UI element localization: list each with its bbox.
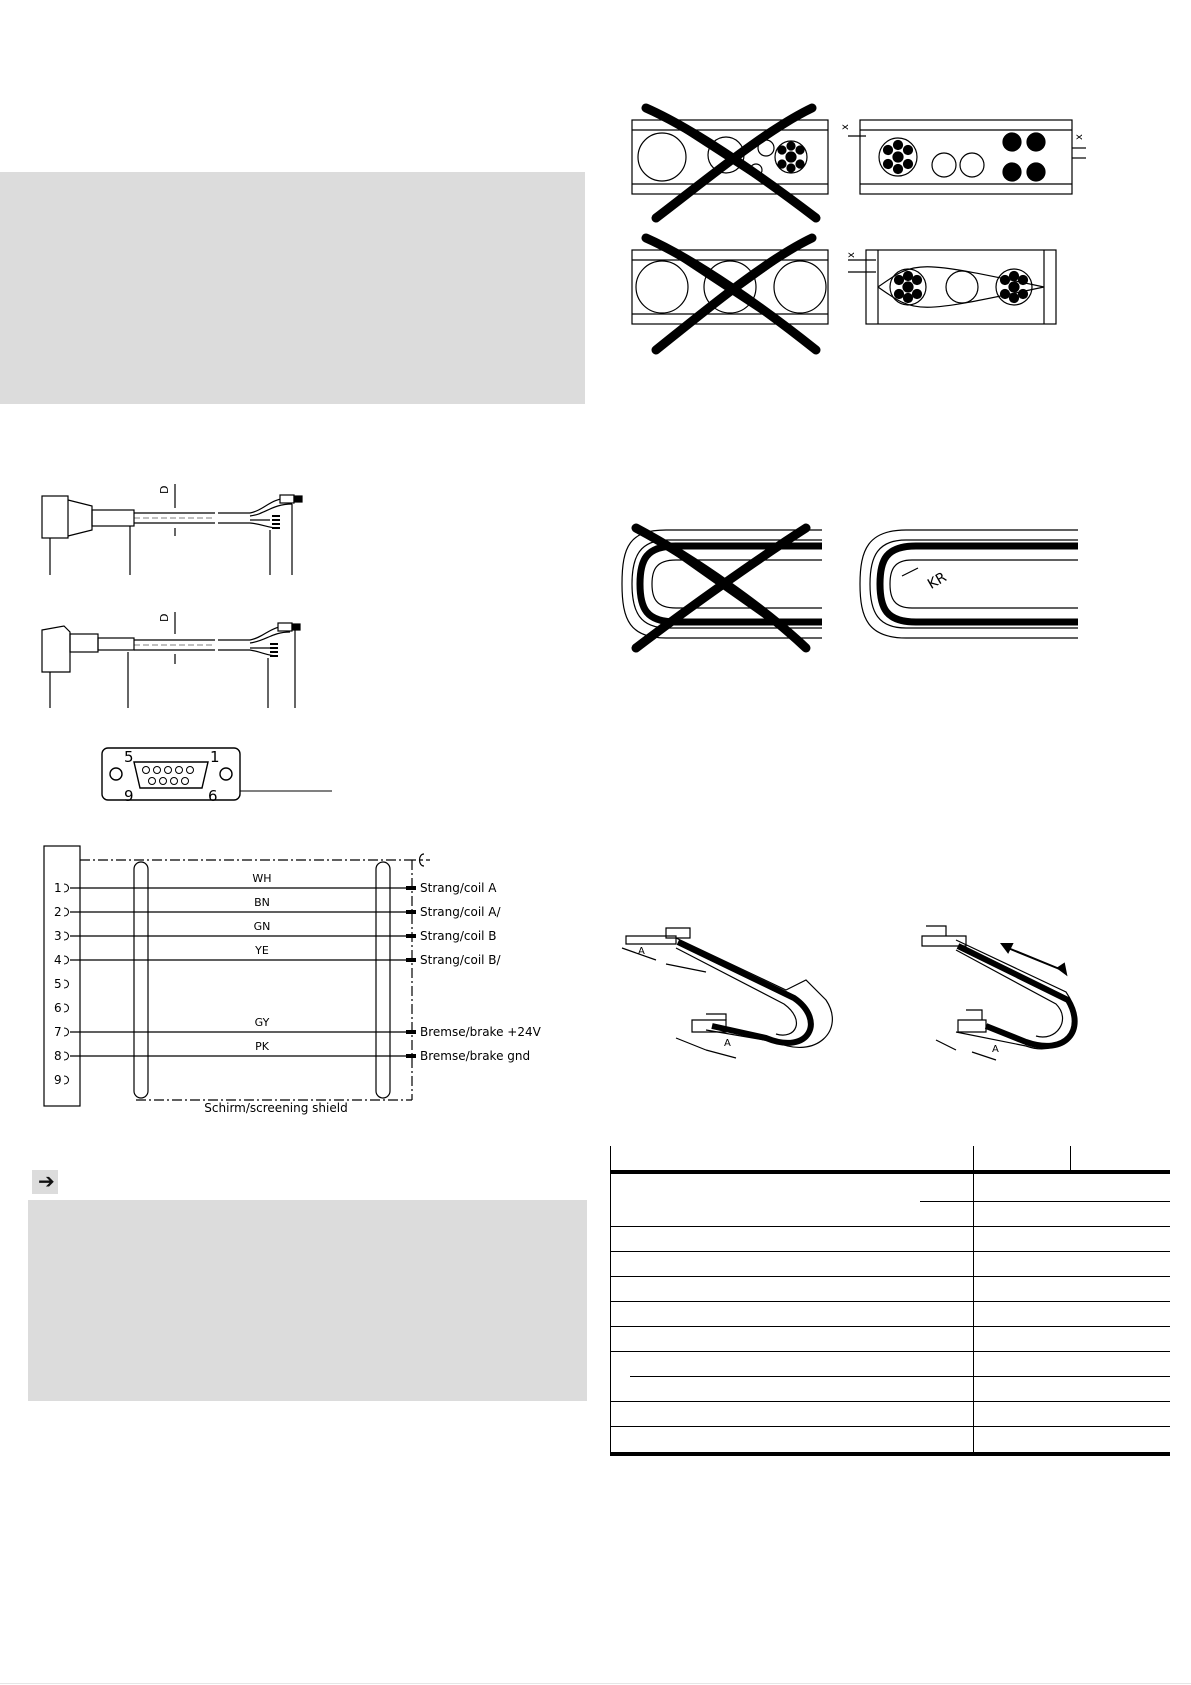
- shield-label: Schirm/screening shield: [204, 1101, 348, 1115]
- pin-contact-7: [64, 1028, 69, 1036]
- dimension-d-label: D: [158, 485, 171, 494]
- spec-table: [610, 1146, 1170, 1458]
- dsub-connector-figure: [96, 740, 336, 806]
- spacing-label-2: x: [1074, 134, 1085, 140]
- pin-label-6: 6: [208, 787, 218, 805]
- info-panel-top: [0, 172, 585, 404]
- wire-terminal-2: [406, 910, 416, 914]
- dimension-d-label-2: D: [158, 613, 171, 622]
- wire-terminal-8: [406, 1054, 416, 1058]
- pin-number-5: 5: [54, 977, 62, 991]
- mount-distance-label-1: A: [638, 946, 645, 957]
- wire-color-1: WH: [252, 872, 272, 885]
- wire-target-4: Strang/coil B/: [420, 953, 501, 967]
- table-row-rule: [610, 1326, 1170, 1327]
- table-row-rule: [610, 1251, 1170, 1252]
- table-row-rule: [610, 1226, 1170, 1227]
- pin-contact-4: [64, 956, 69, 964]
- table-row-rule: [610, 1426, 1170, 1427]
- chain-mounting-figures: [616, 920, 1086, 1070]
- table-row-rule: [610, 1401, 1170, 1402]
- pin-number-9: 9: [54, 1073, 62, 1087]
- bend-radius-figures: [616, 520, 1086, 660]
- table-row-rule: [610, 1351, 1170, 1352]
- pin-contact-3: [64, 932, 69, 940]
- wire-target-2: Strang/coil A/: [420, 905, 501, 919]
- wire-terminal-4: [406, 958, 416, 962]
- pin-number-7: 7: [54, 1025, 62, 1039]
- wire-terminal-7: [406, 1030, 416, 1034]
- pin-label-1: 1: [210, 748, 220, 766]
- wire-target-8: Bremse/brake gnd: [420, 1049, 531, 1063]
- pin-number-1: 1: [54, 881, 62, 895]
- mount-distance-label-3: A: [992, 1044, 999, 1055]
- pin-number-2: 2: [54, 905, 62, 919]
- wire-color-2: BN: [254, 896, 270, 909]
- wiring-diagram: [40, 842, 560, 1122]
- wire-color-3: GN: [253, 920, 271, 933]
- table-sub-rule: [630, 1376, 1170, 1377]
- column-gutter-mark: [0, 1683, 1191, 1684]
- pin-number-8: 8: [54, 1049, 62, 1063]
- pin-contact-2: [64, 908, 69, 916]
- pin-contact-9: [64, 1076, 69, 1084]
- pin-label-5: 5: [124, 748, 134, 766]
- mount-distance-label-2: A: [724, 1038, 731, 1049]
- wire-terminal-1: [406, 886, 416, 890]
- wire-target-7: Bremse/brake +24V: [420, 1025, 541, 1039]
- wire-terminal-3: [406, 934, 416, 938]
- pin-contact-6: [64, 1004, 69, 1012]
- table-sub-rule: [920, 1201, 1170, 1202]
- cable-angled-figure: [30, 608, 320, 712]
- pin-number-4: 4: [54, 953, 62, 967]
- wire-color-4: YE: [255, 944, 269, 957]
- wire-target-1: Strang/coil A: [420, 881, 497, 895]
- pin-label-9: 9: [124, 787, 134, 805]
- wire-color-7: GY: [254, 1016, 270, 1029]
- table-header-divider: [1070, 1146, 1071, 1172]
- arrow-icon: ➔: [38, 1169, 55, 1193]
- pin-contact-1: [64, 884, 69, 892]
- spacing-label-1: x: [840, 124, 851, 130]
- table-row-rule: [610, 1276, 1170, 1277]
- info-panel-bottom: [28, 1200, 587, 1401]
- pin-contact-5: [64, 980, 69, 988]
- table-row-rule: [610, 1301, 1170, 1302]
- table-bottom-rule: [610, 1452, 1170, 1456]
- spacing-label-3: x: [846, 252, 857, 258]
- chain-cross-sections: [616, 100, 1086, 360]
- pin-number-3: 3: [54, 929, 62, 943]
- table-header-rule: [610, 1170, 1170, 1174]
- pin-number-6: 6: [54, 1001, 62, 1015]
- pin-contact-8: [64, 1052, 69, 1060]
- wire-color-8: PK: [255, 1040, 269, 1053]
- cable-straight-figure: [30, 480, 320, 580]
- bend-radius-label: KR: [925, 569, 950, 593]
- wire-target-3: Strang/coil B: [420, 929, 497, 943]
